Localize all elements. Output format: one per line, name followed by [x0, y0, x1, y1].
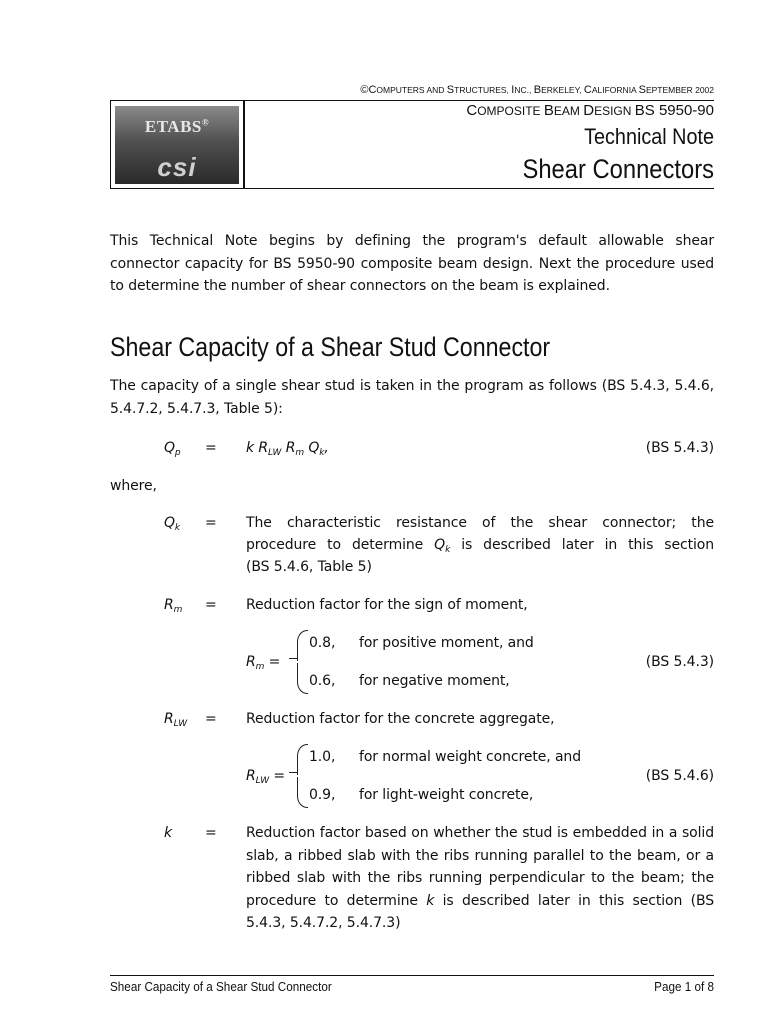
eq-subscript: k [319, 448, 325, 458]
def-rlw-equals: = [205, 711, 217, 727]
logo-csi-mark: csi [157, 152, 197, 182]
rlw-cases-lhs: $R_{LW}$ = [246, 768, 285, 786]
rm-case1-value: 0.8, [309, 635, 336, 651]
small-caps-segment: I [511, 84, 515, 96]
small-caps-segment: ©C [360, 84, 377, 96]
rlw-brace-top [297, 744, 308, 775]
intro-paragraph: This Technical Note begins by defining the program's default allowable shear connector capacity for BS 5950-90 composite beam design. Next the procedure used to determine the number of shear connectors on the beam is explained. [110, 233, 714, 294]
rm-brace-tip [289, 658, 297, 665]
eq-reference: (BS 5.4.3) [645, 440, 714, 456]
document-title: Shear Connectors [522, 154, 714, 184]
rm-case2-value: 0.6, [309, 673, 336, 689]
def-rm-symbol: $R_m$ [164, 597, 183, 615]
rlw-reference: (BS 5.4.6) [645, 768, 714, 784]
small-caps-segment: EPTEMBER 2002 [645, 85, 714, 95]
eq-lhs: $Q_p$ [164, 440, 181, 458]
section-heading: Shear Capacity of a Shear Stud Connector [110, 332, 551, 362]
series-segment: ESIGN [594, 104, 635, 118]
series-segment: C [466, 102, 478, 119]
footer-rule [110, 975, 714, 976]
rlw-case1-value: 1.0, [309, 749, 336, 765]
header-bottom-rule [110, 188, 714, 189]
small-caps-segment: ALIFORNIA [591, 85, 639, 95]
series-segment: BS 5950-90 [634, 102, 714, 119]
where-label: where, [110, 478, 157, 494]
rm-case1-text: for positive moment, and [359, 635, 534, 651]
eq-term: Q [304, 440, 320, 456]
def-rm-text: Reduction factor for the sign of moment, [246, 597, 528, 613]
def-k-symbol: k [164, 825, 173, 841]
def-k-text: Reduction factor based on whether the stud is embedded in a solid slab, a ribbed slab with the ribs running parallel to the beam, or a ribbed slab with the ribs running perpendicular to the beam; the procedure to determine k is described later in this section (BS 5.4.3, 5.4.7.2, 5.4.7.3) [246, 825, 714, 931]
series-title [300, 102, 714, 119]
header-divider [244, 100, 245, 189]
def-qk-symbol: $Q_k$ [164, 515, 181, 533]
rm-cases-lhs: $R_m$ = [246, 654, 281, 672]
rlw-case1-text: for normal weight concrete, and [359, 749, 581, 765]
logo-etabs-text: ETABS® [144, 117, 210, 136]
def-rlw-text: Reduction factor for the concrete aggregate, [246, 711, 555, 727]
small-caps-segment: NC., [514, 85, 534, 95]
rm-brace-top [297, 630, 308, 661]
rlw-brace-tip [289, 772, 297, 779]
rlw-case2-value: 0.9, [309, 787, 336, 803]
series-segment: OMPOSITE [477, 104, 544, 118]
rlw-brace-bottom [297, 777, 308, 808]
rm-case2-text: for negative moment, [359, 673, 510, 689]
def-qk-line1: The characteristic resistance of the shear connector; the [246, 515, 714, 531]
rm-brace-bottom [297, 663, 308, 694]
small-caps-segment: B [533, 84, 542, 96]
rlw-case2-text: for light-weight concrete, [359, 787, 534, 803]
eq-term: R [281, 440, 296, 456]
small-caps-segment: TRUCTURES, [454, 85, 512, 95]
small-caps-segment: OMPUTERS AND [376, 85, 447, 95]
footer-page-number: Page 1 of 8 [654, 979, 714, 994]
series-segment: EAM [553, 104, 584, 118]
note-type: Technical Note [584, 124, 714, 149]
small-caps-segment: ERKELEY, [541, 85, 584, 95]
def-rlw-symbol: $R_{LW}$ [164, 711, 187, 729]
eq-equals: = [205, 440, 217, 456]
def-k-equals: = [205, 825, 217, 841]
series-segment: B [543, 102, 554, 119]
def-rm-equals: = [205, 597, 217, 613]
small-caps-segment: C [583, 84, 592, 96]
footer-section-title: Shear Capacity of a Shear Stud Connector [110, 979, 332, 994]
eq-subscript: LW [268, 448, 282, 458]
small-caps-segment: S [446, 84, 455, 96]
small-caps-segment: S [638, 84, 646, 96]
def-qk-line2: procedure to determine $Q_k$ is described later in this section [246, 537, 714, 555]
def-qk-equals: = [205, 515, 217, 531]
eq-subscript: m [295, 448, 305, 458]
rm-reference: (BS 5.4.3) [645, 654, 714, 670]
eq-term: k R [246, 440, 268, 456]
def-qk-line3: (BS 5.4.6, Table 5) [246, 559, 372, 575]
eq-term: , [324, 440, 329, 456]
section-intro-paragraph: The capacity of a single shear stud is taken in the program as follows (BS 5.4.3, 5.4.6, 5.4.7.2, 5.4.7.3, Table 5): [110, 378, 714, 417]
series-segment: D [583, 102, 595, 119]
copyright-line [110, 84, 714, 96]
eq-rhs [246, 437, 329, 460]
